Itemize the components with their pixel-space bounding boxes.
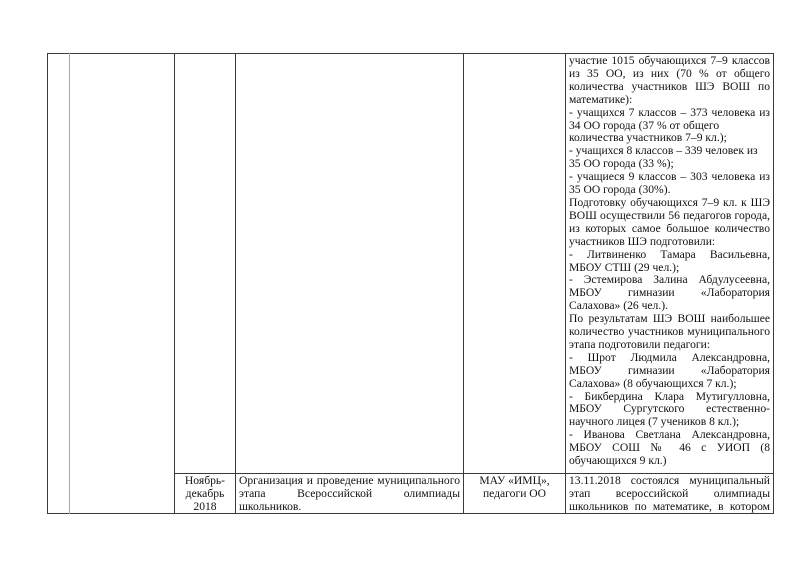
text-line: из 35 ОО, из них (70 % от общего xyxy=(569,66,770,80)
column-border-1 xyxy=(47,53,48,514)
text-line: - учащихся 7 классов – 373 человека из xyxy=(569,105,770,119)
column-border-right xyxy=(773,53,774,514)
column-border-2 xyxy=(69,53,70,514)
text-line: Организация и проведение муниципального xyxy=(239,474,460,487)
column-border-5 xyxy=(463,53,464,514)
column-border-4 xyxy=(235,53,236,514)
text-line: количества участников 7–9 кл.); xyxy=(569,131,727,145)
text-line: обучающихся 9 кл.) xyxy=(569,454,667,468)
text-line: - Иванова Светлана Александровна, xyxy=(569,428,770,442)
text-line: МБОУ гимназии «Лаборатория xyxy=(569,363,770,377)
text-line: декабрь xyxy=(185,486,225,500)
text-line: педагоги ОО xyxy=(482,486,547,500)
row2-date-cell xyxy=(177,475,233,514)
text-line: 35 ОО города (33 %); xyxy=(569,157,674,171)
text-line: 13.11.2018 состоялся муниципальный xyxy=(569,474,770,487)
row2-event-cell xyxy=(239,475,460,514)
text-line: количество участников муниципального xyxy=(569,325,770,339)
row2-responsible-cell xyxy=(466,475,563,501)
text-line: количества участников ШЭ ВОШ по xyxy=(569,79,770,93)
text-line: школьников по математике, в котором xyxy=(569,499,770,513)
text-line: - учащихся 8 классов – 339 человек из xyxy=(569,144,758,158)
text-line: этапа Всероссийской олимпиады xyxy=(239,486,460,500)
text-line: По результатам ШЭ ВОШ наибольшее xyxy=(569,312,770,326)
text-line: Ноябрь- xyxy=(184,474,226,487)
text-line: Салахова» (26 чел.). xyxy=(569,299,668,313)
text-line: школьников. xyxy=(239,499,302,513)
text-line: - учащиеся 9 классов – 303 человека из xyxy=(569,170,770,184)
text-line: 35 ОО города (30%). xyxy=(569,183,671,197)
text-line: 2018 xyxy=(193,499,217,513)
row2-result-cell xyxy=(569,475,770,514)
text-line: - Литвиненко Тамара Васильевна, xyxy=(569,247,770,261)
text-line: МБОУ гимназии «Лаборатория xyxy=(569,286,770,300)
text-line: из которых самое большое количество xyxy=(569,221,770,235)
text-line: МБОУ СТШ (29 чел.); xyxy=(569,260,680,274)
text-line: 34 ОО города (37 % от общего xyxy=(569,118,720,132)
text-line: МБОУ Сургутского естественно- xyxy=(569,402,770,416)
text-line: МБОУ СОШ № 46 с УИОП (8 xyxy=(569,441,770,455)
text-line: МАУ «ИМЦ», xyxy=(479,474,550,487)
text-line: Подготовку обучающихся 7–9 кл. к ШЭ xyxy=(569,195,770,209)
text-line: этапа подготовили педагоги: xyxy=(569,337,711,351)
text-line: - Эстемирова Залина Абдулусеевна, xyxy=(569,273,770,287)
row1-result-cell xyxy=(569,55,770,468)
column-border-6 xyxy=(565,53,566,514)
text-line: - Бикбердина Клара Мутигулловна, xyxy=(569,389,770,403)
text-line: математике): xyxy=(569,92,633,106)
text-line: научного лицея (7 учеников 8 кл.); xyxy=(569,415,740,429)
text-line: - Шрот Людмила Александровна, xyxy=(569,350,770,364)
text-line: Салахова» (8 обучающихся 7 кл.); xyxy=(569,376,737,390)
column-border-3 xyxy=(174,53,175,514)
text-line: участие 1015 обучающихся 7–9 классов xyxy=(569,54,770,67)
text-line: ВОШ осуществили 56 педагогов города, xyxy=(569,208,770,222)
text-line: этап всероссийской олимпиады xyxy=(569,486,770,500)
text-line: участников ШЭ подготовили: xyxy=(569,234,716,248)
